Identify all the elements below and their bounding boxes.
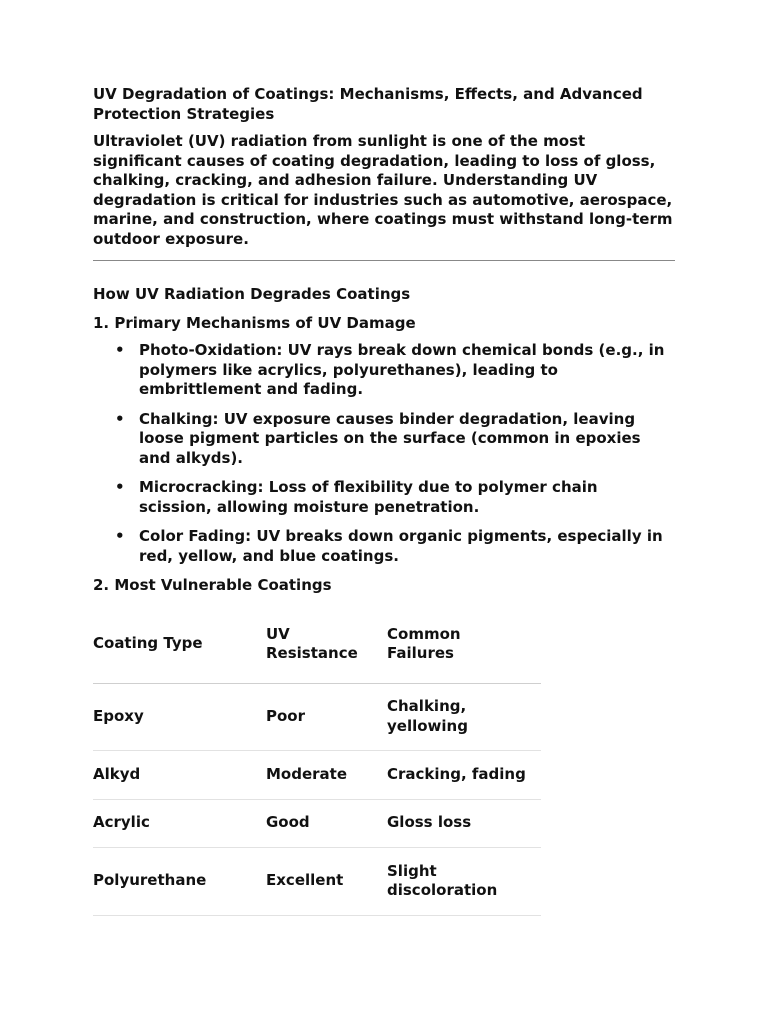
table-header-row — [93, 606, 541, 684]
list-item-text: Color Fading: UV breaks down organic pigments, especially in red, yellow, and blue coatings. — [139, 527, 663, 565]
table-header-cell: UV Resistance — [266, 624, 358, 662]
table-row — [93, 848, 541, 916]
table-cell: Gloss loss — [387, 813, 472, 832]
document-title: UV Degradation of Coatings: Mechanisms, Effects, and Advanced Protection Strategies — [93, 85, 643, 123]
table-cell: Moderate — [266, 764, 348, 783]
list-item-text: Microcracking: Loss of flexibility due to polymer chain scission, allowing moisture penetration. — [139, 478, 598, 516]
table-cell: Acrylic — [93, 813, 150, 832]
coatings-table — [93, 606, 541, 916]
subsection-heading-vulnerable: 2. Most Vulnerable Coatings — [93, 576, 332, 594]
list-item — [115, 341, 675, 400]
list-item — [115, 527, 675, 566]
table-cell: Chalking, yellowing — [387, 697, 468, 735]
table-cell: Alkyd — [93, 764, 141, 783]
list-item-text: Chalking: UV exposure causes binder degradation, leaving loose pigment particles on the surface (common in epoxies and alkyds). — [139, 409, 641, 467]
table-header-cell: Coating Type — [93, 634, 203, 653]
table-row — [93, 800, 541, 848]
list-item — [115, 478, 675, 517]
table-row — [93, 751, 541, 800]
bullet-icon: • — [115, 341, 125, 359]
section-heading: How UV Radiation Degrades Coatings — [93, 285, 411, 303]
table-cell: Poor — [266, 706, 306, 725]
table-row — [93, 684, 541, 751]
mechanisms-list — [93, 341, 675, 566]
table-cell: Polyurethane — [93, 871, 207, 890]
subsection-heading-mechanisms: 1. Primary Mechanisms of UV Damage — [93, 313, 416, 332]
bullet-icon: • — [115, 478, 125, 496]
horizontal-divider — [93, 260, 675, 261]
intro-paragraph: Ultraviolet (UV) radiation from sunlight is one of the most significant causes of coating degradation, leading to loss of gloss, chalking, cracking, and adhesion failure. Understanding UV degradation is critical for industries such as automotive, aerospace, marine, and construction, where coatings must withstand long-term outdoor exposure. — [93, 132, 673, 248]
list-item — [115, 409, 675, 469]
table-cell: Epoxy — [93, 706, 144, 725]
table-cell: Slight discoloration — [387, 861, 498, 899]
bullet-icon: • — [115, 527, 125, 545]
table-cell: Cracking, fading — [387, 764, 526, 783]
table-cell: Excellent — [266, 871, 344, 890]
list-item-text: Photo-Oxidation: UV rays break down chemical bonds (e.g., in polymers like acrylics, polyurethanes), leading to embrittlement and fading. — [139, 341, 665, 398]
table-cell: Good — [266, 813, 310, 832]
table-header-cell: Common Failures — [387, 624, 461, 662]
bullet-icon: • — [115, 409, 125, 428]
